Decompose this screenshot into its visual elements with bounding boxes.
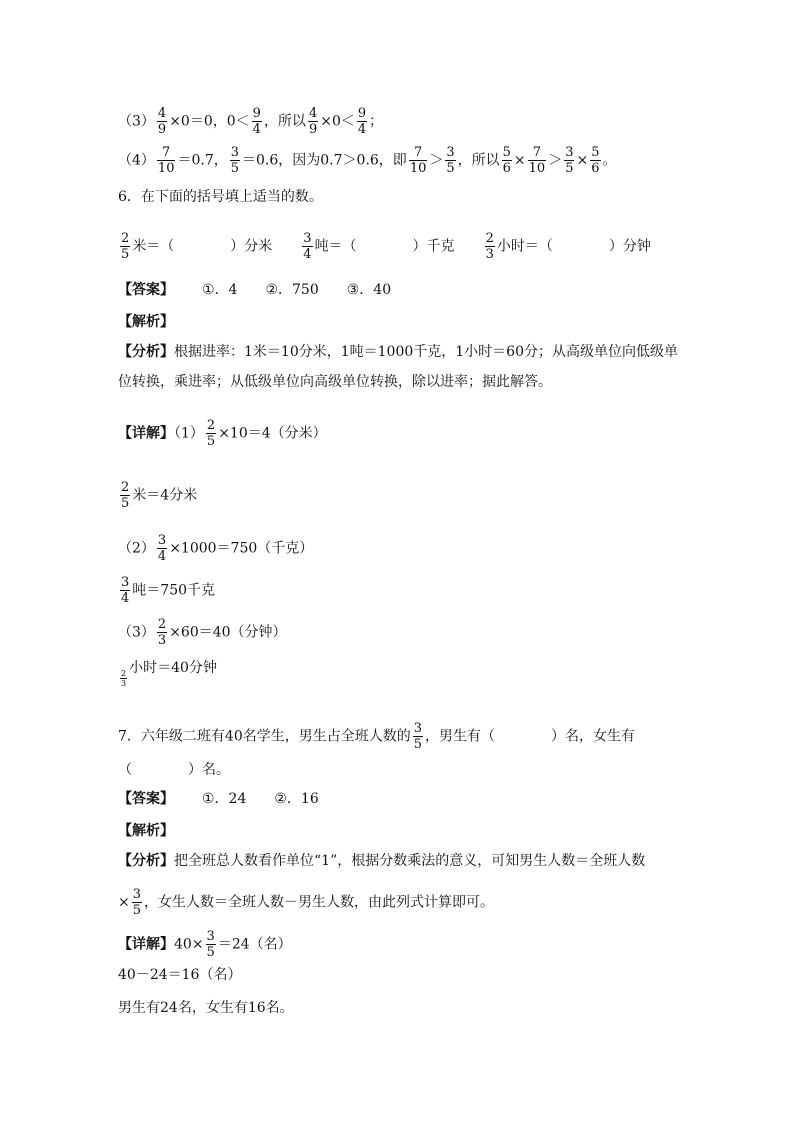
detail-label: 【详解】	[118, 936, 174, 953]
answer-item: ③．40	[346, 282, 392, 298]
q5-part3-line	[118, 106, 754, 137]
fraction: $\frac{3}{5}$	[446, 145, 455, 176]
fraction: $\frac{3}{4}$	[121, 575, 130, 606]
question-text: ，男生有（ ）名，女生有	[425, 728, 636, 745]
math-text: ＝0.7，	[177, 152, 228, 169]
math-text: ；	[369, 113, 384, 130]
answer-item: ①．24	[202, 791, 247, 807]
math-text: ×10＝4（分米）	[218, 425, 327, 442]
fraction: $\frac{3}{5}$	[413, 721, 423, 752]
fenxi-label: 【分析】	[118, 853, 174, 869]
math-text: ＞	[548, 152, 563, 169]
answer-label: 【答案】	[118, 282, 174, 298]
math-text: 吨＝750千克	[132, 582, 216, 599]
math-text: 小时＝40分钟	[129, 660, 217, 676]
q6-answer-line	[118, 280, 754, 300]
math-text: ×1000＝750（千克）	[169, 540, 314, 557]
fenxi-text: 根据进率：1米＝10分米，1吨＝1000千克，1小时＝60分；从高级单位向低级单	[174, 344, 678, 360]
fraction: $\frac{2}{3}$	[121, 669, 127, 688]
q6-question-line	[118, 231, 754, 262]
fraction: $\frac{3}{5}$	[565, 145, 574, 176]
math-text: 。	[602, 152, 617, 169]
fraction: $\frac{7}{10}$	[409, 145, 427, 176]
question-text: 7．六年级二班有40名学生，男生占全班人数的	[118, 728, 411, 745]
math-text: ×	[576, 152, 589, 169]
q5-part4-line	[118, 145, 754, 176]
q6-detail-result3	[118, 658, 754, 688]
fraction: $\frac{9}{4}$	[357, 106, 367, 137]
fraction: $\frac{3}{5}$	[132, 887, 142, 918]
fraction: $\frac{2}{5}$	[121, 231, 130, 262]
math-text: 米＝4分米	[132, 487, 198, 504]
fraction: $\frac{5}{6}$	[591, 145, 600, 176]
blank-item: 米＝（ ）分米	[132, 238, 273, 255]
part-label: （3）	[118, 113, 155, 130]
q6-fenxi-line1	[118, 342, 754, 362]
math-text: ＝24（名）	[217, 936, 292, 953]
fraction: $\frac{2}{5}$	[121, 480, 130, 511]
q7-fenxi-line1	[118, 851, 754, 871]
part-label: （4）	[118, 152, 155, 169]
q7-analysis-label: 【解析】	[118, 823, 174, 839]
math-text: 40×	[174, 936, 204, 953]
fraction: $\frac{2}{3}$	[157, 617, 167, 648]
q6-detail-result1	[118, 480, 754, 511]
math-text: ×0＝0，0＜	[169, 113, 250, 130]
fraction: $\frac{5}{6}$	[502, 145, 511, 176]
math-text: ＞	[429, 152, 444, 169]
fraction: $\frac{4}{9}$	[308, 106, 318, 137]
q6-detail-line3	[118, 617, 754, 648]
part-label: （1）	[174, 425, 204, 442]
part-label: （2）	[118, 540, 155, 557]
fenxi-label: 【分析】	[118, 344, 174, 360]
q6-detail-line1	[118, 418, 754, 449]
q7-fenxi-line2	[118, 887, 754, 918]
fraction: $\frac{3}{5}$	[206, 929, 215, 960]
answer-label: 【答案】	[118, 791, 174, 807]
detail-label: 【详解】	[118, 425, 174, 442]
fraction: $\frac{3}{5}$	[230, 145, 240, 176]
fraction: $\frac{7}{10}$	[157, 145, 175, 176]
fraction: $\frac{3}{4}$	[303, 231, 312, 262]
answer-item: ①．4	[202, 282, 238, 298]
part-label: （3）	[118, 624, 155, 641]
q6-detail-line2	[118, 533, 754, 564]
q7-detail-conclusion: 男生有24名，女生有16名。	[118, 1000, 294, 1016]
q7-title-line1	[118, 721, 754, 752]
q7-detail-line2: 40－24＝16（名）	[118, 967, 242, 983]
fenxi-text: 把全班总人数看作单位“1”，根据分数乘法的意义，可知男生人数＝全班人数	[174, 853, 646, 869]
math-text: ×0＜	[320, 113, 355, 130]
math-text: ，所以	[263, 113, 306, 130]
q7-title-line2: （ ）名。	[118, 762, 230, 778]
fraction: $\frac{2}{5}$	[206, 418, 216, 449]
fraction: $\frac{2}{3}$	[485, 231, 494, 262]
fraction: $\frac{3}{4}$	[157, 533, 167, 564]
fenxi-text: ，女生人数＝全班人数－男生人数，由此列式计算即可。	[144, 894, 495, 911]
math-text: ×	[513, 152, 526, 169]
answer-item: ②．750	[265, 282, 319, 298]
math-text: ，所以	[457, 152, 500, 169]
fraction: $\frac{4}{9}$	[157, 106, 167, 137]
math-text: ×	[118, 894, 130, 911]
fraction: $\frac{9}{4}$	[252, 106, 261, 137]
blank-item: 吨＝（ ）千克	[314, 238, 455, 255]
blank-item: 小时＝（ ）分钟	[496, 238, 651, 255]
q6-analysis-label: 【解析】	[118, 314, 174, 330]
q7-answer-line	[118, 789, 754, 809]
q6-fenxi-line2: 位转换，乘进率；从低级单位向高级单位转换，除以进率；据此解答。	[118, 374, 552, 390]
q7-detail-line1	[118, 929, 754, 960]
answer-item: ②．16	[274, 791, 319, 807]
q6-title: 6．在下面的括号填上适当的数。	[118, 189, 323, 205]
math-text: ＝0.6，因为0.7＞0.6，即	[242, 152, 407, 169]
fraction: $\frac{7}{10}$	[528, 145, 546, 176]
q6-detail-result2	[118, 575, 754, 606]
math-text: ×60＝40（分钟）	[169, 624, 287, 641]
